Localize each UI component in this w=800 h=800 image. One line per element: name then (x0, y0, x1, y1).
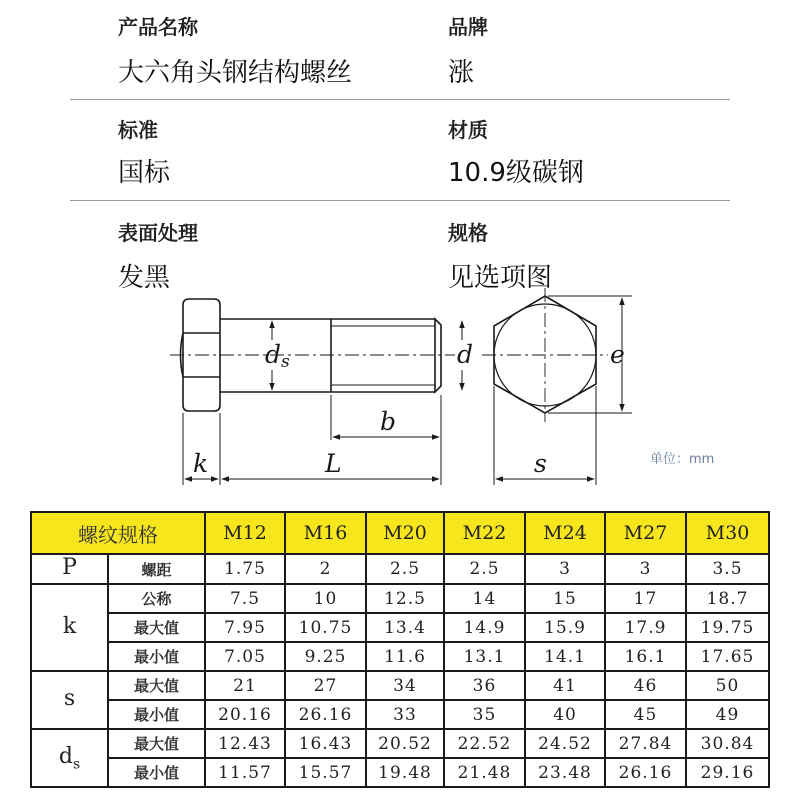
spec-label: 标准 (118, 118, 158, 142)
spec-label: 材质 (448, 118, 488, 142)
value-cell: 3 (605, 554, 686, 584)
value-cell: 45 (605, 700, 686, 729)
spec-section (70, 0, 730, 302)
size-header: M20 (366, 512, 444, 554)
value-cell: 22.52 (444, 729, 525, 758)
spec-value: 大六角头钢结构螺丝 (118, 58, 353, 88)
spec-row (70, 201, 730, 302)
row-label: 最大值 (108, 613, 205, 642)
param-symbol: d (58, 744, 73, 770)
label-b: b (380, 407, 397, 436)
value-cell: 30.84 (686, 729, 769, 758)
value-cell: 7.5 (205, 584, 285, 613)
hex-inner-circle (494, 304, 596, 406)
spec-value: 国标 (118, 158, 171, 188)
table-row (31, 554, 769, 584)
value-cell: 21 (205, 671, 285, 700)
value-cell: 35 (444, 700, 525, 729)
value-cell: 10 (285, 584, 366, 613)
table-row (31, 613, 769, 642)
row-label: 最小值 (108, 642, 205, 671)
param-cell (31, 584, 108, 671)
value-cell: 3 (525, 554, 605, 584)
value-cell: 12.43 (205, 729, 285, 758)
dimension-table (30, 511, 770, 788)
param-symbol: k (62, 613, 77, 639)
value-cell: 1.75 (205, 554, 285, 584)
value-cell: 40 (525, 700, 605, 729)
param-cell (31, 671, 108, 729)
bolt-head-chamfer (181, 333, 184, 377)
size-header: M24 (525, 512, 605, 554)
spec-label: 规格 (448, 221, 488, 245)
row-label: 最大值 (108, 671, 205, 700)
table-row (31, 584, 769, 613)
value-cell: 15 (525, 584, 605, 613)
table-row (31, 642, 769, 671)
table-row (31, 729, 769, 758)
param-symbol: s (63, 686, 76, 712)
value-cell: 20.52 (366, 729, 444, 758)
value-cell: 19.75 (686, 613, 769, 642)
value-cell: 17 (605, 584, 686, 613)
param-symbol: P (62, 555, 77, 580)
spec-value: 发黑 (118, 263, 171, 293)
value-cell: 13.4 (366, 613, 444, 642)
param-cell (31, 729, 108, 787)
value-cell: 12.5 (366, 584, 444, 613)
row-label: 螺距 (108, 554, 205, 584)
value-cell: 11.6 (366, 642, 444, 671)
spec-value: 涨 (448, 58, 475, 88)
value-cell: 19.48 (366, 758, 444, 787)
value-cell: 2.5 (444, 554, 525, 584)
table-row (31, 758, 769, 787)
value-cell: 14.1 (525, 642, 605, 671)
size-header: M16 (285, 512, 366, 554)
value-cell: 20.16 (205, 700, 285, 729)
row-label: 公称 (108, 584, 205, 613)
table-title: 螺纹规格 (31, 512, 205, 554)
value-cell: 7.95 (205, 613, 285, 642)
spec-label: 品牌 (448, 15, 488, 39)
value-cell: 3.5 (686, 554, 769, 584)
value-cell: 16.1 (605, 642, 686, 671)
value-cell: 7.05 (205, 642, 285, 671)
size-header: M27 (605, 512, 686, 554)
size-header: M30 (686, 512, 769, 554)
bolt-tip (435, 319, 441, 392)
row-label: 最小值 (108, 758, 205, 787)
value-cell: 26.16 (285, 700, 366, 729)
table-row (31, 700, 769, 729)
value-cell: 10.75 (285, 613, 366, 642)
value-cell: 17.9 (605, 613, 686, 642)
param-cell (31, 554, 108, 584)
value-cell: 9.25 (285, 642, 366, 671)
value-cell: 24.52 (525, 729, 605, 758)
value-cell: 29.16 (686, 758, 769, 787)
value-cell: 11.57 (205, 758, 285, 787)
value-cell: 49 (686, 700, 769, 729)
label-k: k (193, 449, 209, 478)
label-e: e (610, 340, 625, 369)
hex-head-outline (494, 296, 596, 413)
spec-value: 10.9级碳钢 (448, 158, 584, 188)
value-cell: 27.84 (605, 729, 686, 758)
value-cell: 21.48 (444, 758, 525, 787)
value-cell: 34 (366, 671, 444, 700)
bolt-head-outline (183, 299, 220, 411)
label-s: s (534, 449, 547, 478)
value-cell: 14.9 (444, 613, 525, 642)
value-cell: 13.1 (444, 642, 525, 671)
size-header: M12 (205, 512, 285, 554)
value-cell: 14 (444, 584, 525, 613)
row-label: 最小值 (108, 700, 205, 729)
spec-label: 产品名称 (118, 15, 198, 39)
value-cell: 23.48 (525, 758, 605, 787)
spec-row (70, 0, 730, 100)
value-cell: 36 (444, 671, 525, 700)
spec-row (70, 100, 730, 201)
value-cell: 18.7 (686, 584, 769, 613)
label-d: d (457, 340, 474, 369)
value-cell: 2 (285, 554, 366, 584)
value-cell: 15.57 (285, 758, 366, 787)
value-cell: 15.9 (525, 613, 605, 642)
unit-note: 单位：mm (650, 452, 715, 467)
value-cell: 2.5 (366, 554, 444, 584)
value-cell: 16.43 (285, 729, 366, 758)
value-cell: 50 (686, 671, 769, 700)
size-header: M22 (444, 512, 525, 554)
label-ds: ds (265, 340, 290, 372)
table-header-row (31, 512, 769, 554)
value-cell: 27 (285, 671, 366, 700)
spec-value: 见选项图 (448, 263, 553, 293)
value-cell: 17.65 (686, 642, 769, 671)
table-row (31, 671, 769, 700)
label-l: L (325, 449, 342, 478)
value-cell: 46 (605, 671, 686, 700)
value-cell: 26.16 (605, 758, 686, 787)
param-subscript: s (72, 756, 81, 773)
value-cell: 33 (366, 700, 444, 729)
row-label: 最大值 (108, 729, 205, 758)
spec-label: 表面处理 (118, 221, 198, 245)
value-cell: 41 (525, 671, 605, 700)
